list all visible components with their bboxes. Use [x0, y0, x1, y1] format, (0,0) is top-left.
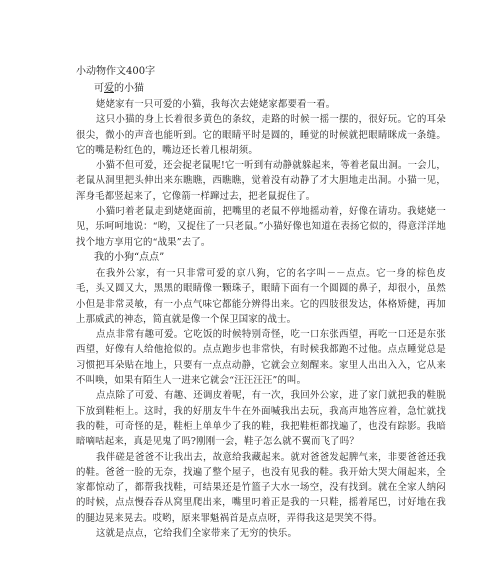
paragraph: 这就是点点，它给我们全家带来了无穷的快乐。 [96, 528, 298, 540]
heading-part: 的小猫 [114, 83, 144, 94]
paragraph: 小猫不但可爱，还会捉老鼠呢!它一听到有动静就躲起来，等着老鼠出洞。一会儿，老鼠从洞里把头伸出来东瞧瞧，西瞧瞧，觉着没有动静了才大胆地走出洞。小猫一见，浑身毛都竖起来了，它像箭一样蹿过去，把老鼠捉住了。 [76, 160, 446, 202]
heading-part-underlined: 爱 [104, 83, 114, 94]
paragraph: 点点非常有趣可爱。它吃饭的时候特别奇怪，吃一口东张西望，再吃一口还是东张西望，好像有人给他抢似的。点点跑步也非常快，有时候我都跑不过他。点点睡觉总是习惯把耳朵贴在地上，只要有一点点动静，它就会立刻醒来。家里人出出入入，它从来不叫唤，如果有陌生人一进来它就会“汪汪汪汪”的叫。 [76, 329, 446, 387]
paragraph: 姥姥家有一只可爱的小猫，我每次去姥姥家都要看一看。 [96, 99, 336, 110]
section-cat [76, 81, 446, 250]
paragraph: 我伴磋是爸爸不让我出去，故意给我藏起来。就对爸爸发起脾气来，非要爸爸还我的鞋。爸爸一脸的无奈，找遍了整个屋子，也没有见我的鞋。我开始大哭大闹起来，全家都惊动了，都帮我找鞋，可结果还是竹篮子大水一场空，没有找到。就在全家人纳闷的时候，点点慢吞吞从窝里爬出来，嘴里叼着正是我的一只鞋，摇着尾巴，讨好地在我的腿边晃来晃去。哎哟，原来罪魁祸首是点点呀，弄得我这是哭笑不得。 [76, 451, 446, 524]
paragraph: 小猫叼着老鼠走到姥姥面前，把嘴里的老鼠不停地摇动着，好像在请功。我姥姥一见，乐呵呵地说：“哟，又捉住了一只老鼠。”小猫好像也知道在表扬它似的，得意洋洋地找个地方享用它的“战果”去了。 [76, 206, 446, 248]
paragraph: 点点除了可爱、有趣、还调皮着呢，有一次，我回外公家，进了家门就把我的鞋脱下放到鞋柜上。这时，我的好朋友牛牛在外面喊我出去玩，我高声地答应着，急忙就找我的鞋，可奇怪的是，鞋柜上单单少了我的鞋，我把鞋柜都找遍了，也没有踪影。我暗暗嘀咕起来，真是见鬼了吗?刚刚一会，鞋子怎么就不翼而飞了吗？ [76, 390, 446, 448]
paragraph: 在我外公家，有一只非常可爱的京八狗，它的名字叫－－点点。它一身的棕色皮毛，头又圆又大，黑黑的眼睛像一颗珠子，眼睛下面有一个圆圆的鼻子，却很小，虽然小但是非常灵敏，有一小点气味它都能分辨得出来。它的四肢很发达，体格矫健，再加上那威武的神态，简直就是像一个保卫国家的战士。 [76, 267, 446, 325]
section-dog [76, 250, 446, 541]
section-heading-cat [76, 81, 446, 97]
paragraph: 这只小猫的身上长着很多黄色的条纹，走路的时候一摇一摆的，很好玩。它的耳朵很尖，微小的声音也能听到。它的眼睛平时是圆的，睡觉的时候就把眼睛眯成一条缝。它的嘴是粉红色的，嘴边还长着几根胡须。 [76, 114, 446, 156]
document-title: 小动物作文400字 [76, 66, 156, 77]
heading-part: 可 [94, 83, 104, 94]
section-heading-dog: 我的小狗“点点” [94, 251, 165, 263]
